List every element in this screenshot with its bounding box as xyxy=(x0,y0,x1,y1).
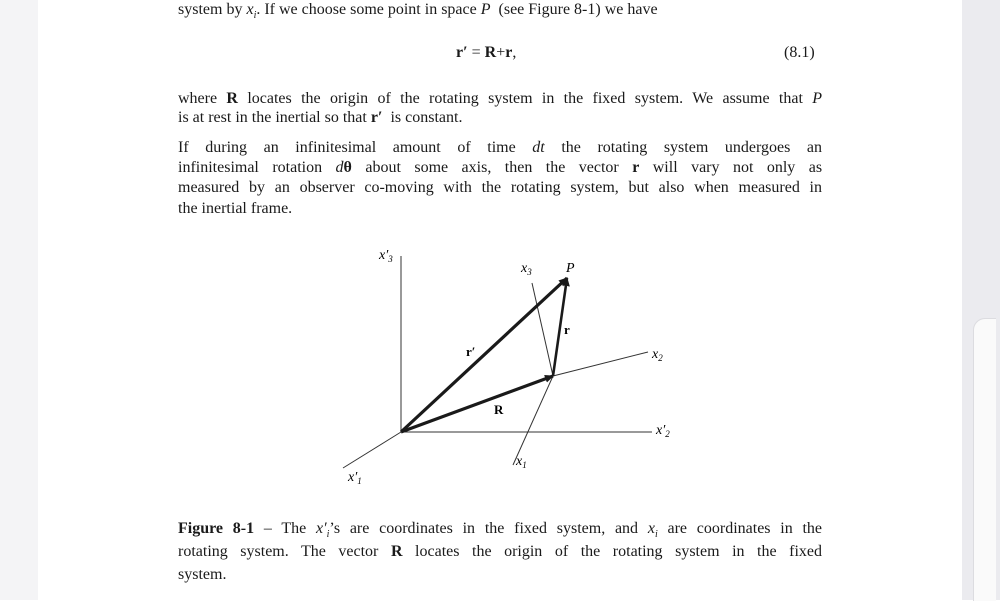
para1-R: R xyxy=(226,90,238,107)
caption-text: The xyxy=(281,520,307,537)
scrollbar-thumb[interactable] xyxy=(973,318,996,601)
eq-R: R xyxy=(484,44,497,61)
para2-dt: dt xyxy=(532,139,545,156)
para1-text3: is at rest in the inertial so that xyxy=(178,109,367,126)
para1-text4: is constant. xyxy=(390,109,463,126)
caption-text5: locates the origin of the rotating system in the fixed xyxy=(415,543,823,560)
caption-text4: rotating system. The vector xyxy=(178,543,379,560)
label-x3prime: $x'_3$ xyxy=(379,248,393,264)
caption-R: R xyxy=(390,543,403,560)
para2-r: r xyxy=(632,159,640,176)
symbol-xi: x xyxy=(246,1,254,18)
caption-label: Figure 8-1 xyxy=(178,520,255,537)
para2-text4: about some axis, then the vector xyxy=(365,159,619,176)
label-x1prime: $x'_1$ xyxy=(348,470,362,486)
intro-text-end: (see Figure 8-1) we have xyxy=(498,1,658,18)
para2-text: If during an infinitesimal amount of time xyxy=(178,139,516,156)
caption-xprime: x′ xyxy=(316,520,327,537)
para2-theta: θ xyxy=(343,159,352,176)
para1-line1 xyxy=(178,89,822,109)
figure-8-1 xyxy=(320,238,700,488)
label-r: r xyxy=(564,322,570,337)
axis-x3 xyxy=(532,283,553,376)
left-margin xyxy=(0,0,38,600)
caption-text2: ’s are coordinates in the fixed system, and xyxy=(329,520,639,537)
para2-text2: the rotating system undergoes an xyxy=(561,139,823,156)
equation-number: (8.1) xyxy=(784,44,815,61)
eq-equals: = xyxy=(471,44,481,61)
eq-r: r xyxy=(505,44,513,61)
eq-comma: , xyxy=(512,44,517,61)
para2-line1 xyxy=(178,138,822,158)
eq-rprime: r′ xyxy=(456,44,468,61)
label-x2prime: $x'_2$ xyxy=(656,423,670,439)
caption-x-sub: i xyxy=(654,529,658,541)
label-x2: $x_2$ xyxy=(652,347,663,363)
para1-rprime: r′ xyxy=(370,109,383,126)
label-R: R xyxy=(494,402,504,417)
caption-line2 xyxy=(178,542,822,562)
caption-x: x xyxy=(647,520,655,537)
label-P: P xyxy=(566,261,575,276)
vector-rprime xyxy=(401,278,567,432)
symbol-xi-sub: i xyxy=(253,10,257,22)
para2-d: d xyxy=(335,159,344,176)
eq-plus: + xyxy=(496,44,506,61)
para1-text2: locates the origin of the rotating system in the fixed system. We assume that xyxy=(247,90,803,107)
para1-line2 xyxy=(178,108,462,128)
axis-x2 xyxy=(553,352,648,376)
para2-text5: will vary not only as xyxy=(652,159,823,176)
para2-line4: the inertial frame. xyxy=(178,200,293,217)
vector-R xyxy=(401,376,553,432)
intro-line xyxy=(178,0,658,26)
para1-text: where xyxy=(178,90,218,107)
para2-line2 xyxy=(178,158,822,178)
label-x1: $x_1$ xyxy=(516,454,527,470)
equation-8-1 xyxy=(456,43,516,63)
intro-text-mid: . If we choose some point in space xyxy=(256,1,477,18)
para2-text3: infinitesimal rotation xyxy=(178,159,323,176)
symbol-P: P xyxy=(480,1,491,18)
caption-dash: – xyxy=(263,520,272,537)
para1-P: P xyxy=(812,90,822,107)
caption-xprime-sub: i xyxy=(326,529,330,541)
caption-text3: are coordinates in the xyxy=(667,520,823,537)
caption-line1 xyxy=(178,519,822,545)
intro-text: system by xyxy=(178,1,243,18)
label-x3: $x_3$ xyxy=(521,261,532,277)
para2-line3: measured by an observer co-moving with the rotating system, but also when measured in xyxy=(178,179,822,196)
axis-x1prime xyxy=(343,432,401,468)
caption-line3: system. xyxy=(178,566,227,583)
label-rprime: r′ xyxy=(466,344,476,359)
